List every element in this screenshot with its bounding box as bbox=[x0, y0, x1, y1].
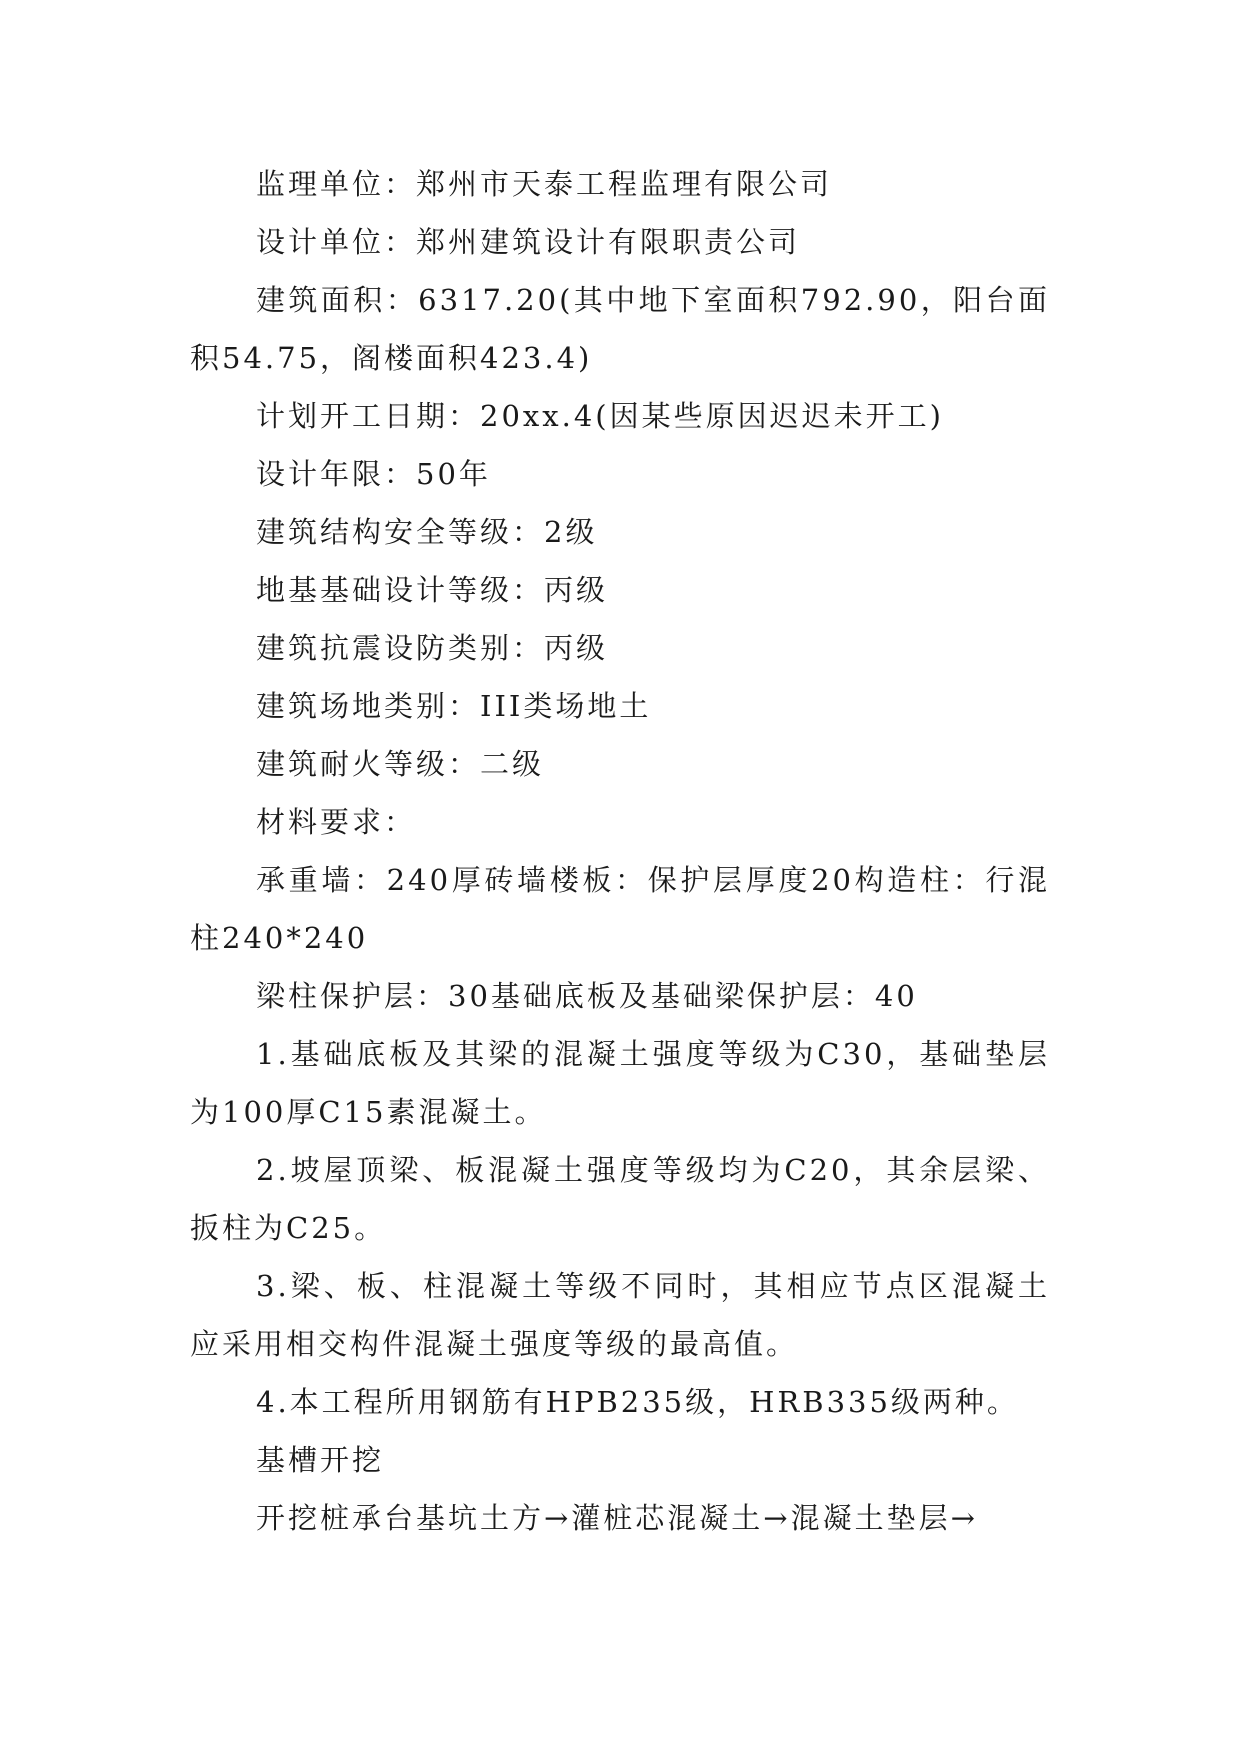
paragraph-item-1: 1.基础底板及其梁的混凝土强度等级为C30，基础垫层为100厚C15素混凝土。 bbox=[190, 1037, 1050, 1129]
paragraph-item-4: 4.本工程所用钢筋有HPB235级，HRB335级两种。 bbox=[256, 1385, 1019, 1419]
paragraph-design-unit: 设计单位：郑州建筑设计有限职责公司 bbox=[256, 225, 801, 259]
document-page bbox=[190, 155, 1050, 1547]
paragraph-design-life: 设计年限：50年 bbox=[256, 457, 491, 491]
paragraph-beam-column-cover: 梁柱保护层：30基础底板及基础梁保护层：40 bbox=[256, 979, 918, 1013]
paragraph-seismic-category: 建筑抗震设防类别：丙级 bbox=[256, 631, 609, 665]
paragraph-planned-start-date: 计划开工日期：20xx.4(因某些原因迟迟未开工) bbox=[256, 399, 944, 433]
paragraph-item-3: 3.梁、板、柱混凝土等级不同时，其相应节点区混凝土应采用相交构件混凝土强度等级的最高值。 bbox=[190, 1269, 1050, 1361]
paragraph-trench-excavation-heading: 基槽开挖 bbox=[256, 1443, 385, 1477]
paragraph-material-requirements-heading: 材料要求： bbox=[256, 805, 417, 839]
paragraph-excavation-sequence: 开挖桩承台基坑土方→灌桩芯混凝土→混凝土垫层→ bbox=[256, 1501, 978, 1535]
paragraph-supervision-unit: 监理单位：郑州市天泰工程监理有限公司 bbox=[256, 167, 833, 201]
paragraph-building-area: 建筑面积：6317.20(其中地下室面积792.90，阳台面积54.75，阁楼面积423.4) bbox=[190, 283, 1050, 375]
paragraph-foundation-design-grade: 地基基础设计等级：丙级 bbox=[256, 573, 609, 607]
paragraph-item-2: 2.坡屋顶梁、板混凝土强度等级均为C20，其余层梁、扳柱为C25。 bbox=[190, 1153, 1050, 1245]
paragraph-structural-safety-grade: 建筑结构安全等级：2级 bbox=[256, 515, 598, 549]
paragraph-fire-resistance-grade: 建筑耐火等级：二级 bbox=[256, 747, 545, 781]
paragraph-site-category: 建筑场地类别：III类场地土 bbox=[256, 689, 652, 723]
paragraph-bearing-wall: 承重墙：240厚砖墙楼板：保护层厚度20构造柱：行混柱240*240 bbox=[190, 863, 1050, 955]
